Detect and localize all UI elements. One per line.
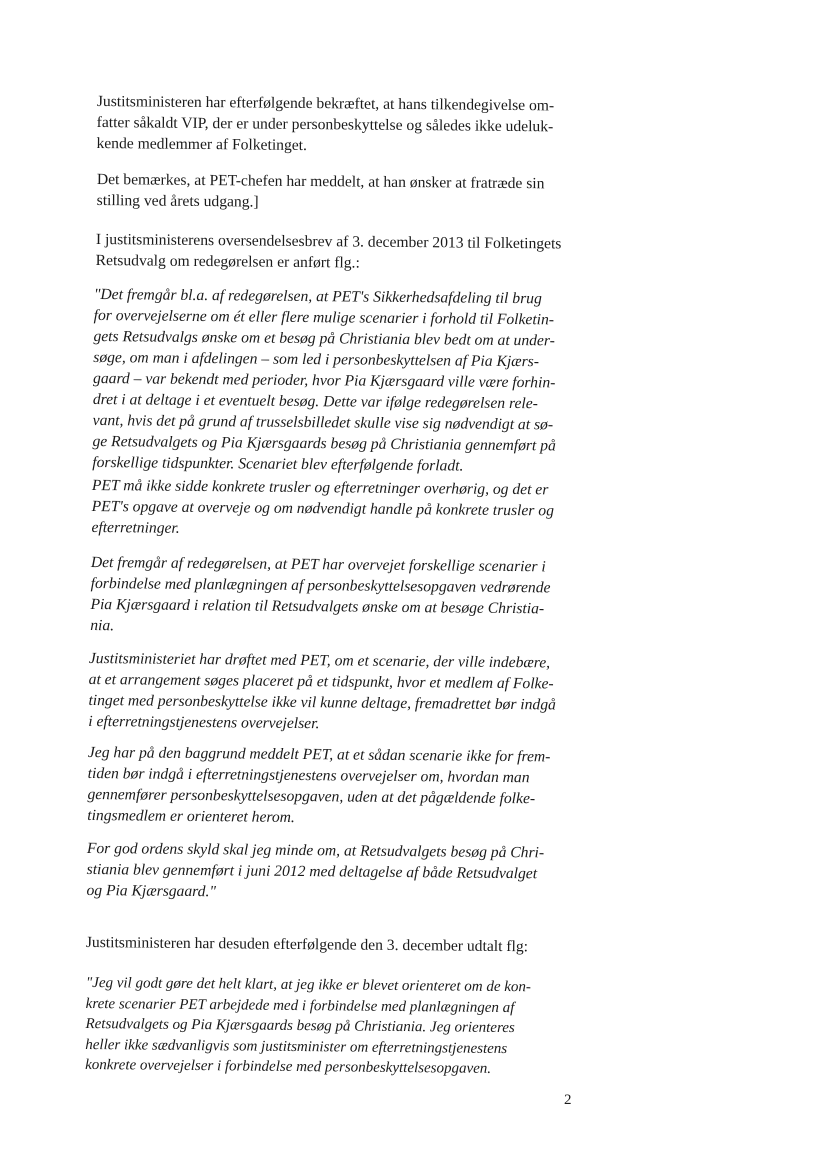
quote-paragraph-ministry-discussion (88, 648, 556, 736)
text-line: Pia Kjærsgaard i relation til Retsudvalgets ønske om at besøge Christia- (90, 595, 545, 618)
text-line: forskellige tidspunkter. Scenariet blev efterfølgende forladt. (92, 453, 464, 475)
text-line: "Jeg vil godt gøre det helt klart, at jeg ikke er blevet orienteret om de kon- (85, 974, 532, 996)
text-line: søge, om man i afdelingen – som led i personbeskyttelsen af Pia Kjærs- (93, 348, 540, 371)
text-line: Det fremgår af redegørelsen, at PET har overvejet forskellige scenarier i (90, 553, 546, 576)
quote-paragraph-planning (90, 552, 551, 640)
text-line: PET's opgave at overveje og om nødvendigt handle på konkrete trusler og (91, 497, 554, 520)
text-line: Justitsministeren har desuden efterfølgende den 3. december udtalt flg: (85, 933, 529, 956)
page-number: 2 (564, 1092, 572, 1108)
quote-paragraph-good-order (86, 838, 544, 905)
text-line: "Det fremgår bl.a. af redegørelsen, at PET's Sikkerhedsafdeling til brug (93, 285, 542, 308)
quote-paragraph-future (87, 742, 550, 830)
paragraph-vip-confirmation (96, 91, 554, 158)
text-line: Justitsministeren har efterfølgende bekræftet, at hans tilkendegivelse om- (96, 92, 555, 115)
text-line: Retsudvalg om redegørelsen er anført flg.: (95, 251, 360, 272)
text-line: kende medlemmer af Folketinget. (96, 134, 308, 155)
paragraph-minister-statement (86, 932, 528, 957)
text-line: vant, hvis det på grund af trusselsbilledet skulle vise sig nødvendigt at sø- (92, 411, 554, 434)
text-line: PET må ikke sidde konkrete trusler og efterretninger overhørig, og det er (91, 476, 549, 499)
text-line: forbindelse med planlægningen af personbeskyttelsesopgaven vedrørende (90, 574, 551, 597)
paragraph-oversendelsesbrev (96, 229, 562, 275)
quote-paragraph-scenarios (92, 284, 557, 477)
text-line: fatter såkaldt VIP, der er under personbeskyttelse og således ikke udeluk- (96, 113, 554, 136)
text-line: konkrete overvejelser i forbindelse med personbeskyttelsesopgaven. (85, 1056, 492, 1077)
text-line: tinget med personbeskyttelse ikke vil kunne deltage, fremadrettet bør indgå (88, 691, 556, 714)
text-line: gennemfører personbeskyttelsesopgaven, uden at det pågældende folke- (87, 785, 536, 808)
paragraph-pet-chief (97, 169, 545, 215)
text-line: Jeg har på den baggrund meddelt PET, at et sådan scenarie ikke for frem- (87, 743, 551, 766)
text-line: at et arrangement søges placeret på et tidspunkt, hvor et medlem af Folke- (88, 670, 554, 693)
text-line: For god ordens skyld skal jeg minde om, at Retsudvalgets besøg på Chri- (86, 839, 545, 862)
text-line: Retsudvalgets og Pia Kjærsgaards besøg på Christiania. Jeg orienteres (85, 1015, 515, 1037)
text-line: I justitsministerens oversendelsesbrev af 3. december 2013 til Folketingets (95, 230, 562, 253)
text-line: gets Retsudvalgs ønske om et besøg på Christiania blev bedt om at under- (93, 327, 555, 350)
text-line: tingsmedlem er orienteret herom. (87, 806, 295, 826)
text-line: ge Retsudvalgets og Pia Kjærsgaards besøg på Christiania gennemført på (92, 432, 556, 455)
quote-paragraph-minister-statement (85, 973, 531, 1080)
text-line: dret i at deltage i et eventuelt besøg. Dette var ifølge redegørelsen rele- (92, 390, 538, 413)
text-line: krete scenarier PET arbejdede med i forbindelse med planlægningen af (85, 995, 515, 1016)
text-line: i efterretningstjenestens overvejelser. (88, 712, 320, 733)
text-line: efterretninger. (91, 518, 180, 537)
text-line: stiania blev gennemført i juni 2012 med deltagelse af både Retsudvalget (86, 860, 538, 883)
quote-paragraph-pet-duties (91, 475, 554, 542)
text-line: og Pia Kjærsgaard." (86, 881, 217, 901)
text-line: Justitsministeriet har drøftet med PET, om et scenarie, der ville indebære, (88, 649, 551, 672)
text-line: for overvejelserne om ét eller flere mulige scenarier i forhold til Folketin- (93, 306, 555, 329)
text-line: Det bemærkes, at PET-chefen har meddelt, at han ønsker at fratræde sin (96, 170, 545, 193)
text-line: tiden bør indgå i efterretningstjenestens overvejelser om, hvordan man (87, 764, 530, 787)
text-line: nia. (90, 616, 115, 635)
text-line: stilling ved årets udgang.] (96, 191, 259, 211)
text-line: gaard – var bekendt med perioder, hvor Pia Kjærsgaard ville være forhin- (93, 369, 556, 392)
text-line: heller ikke sædvanligvis som justitsminister om efterretningstjenestens (85, 1036, 508, 1057)
